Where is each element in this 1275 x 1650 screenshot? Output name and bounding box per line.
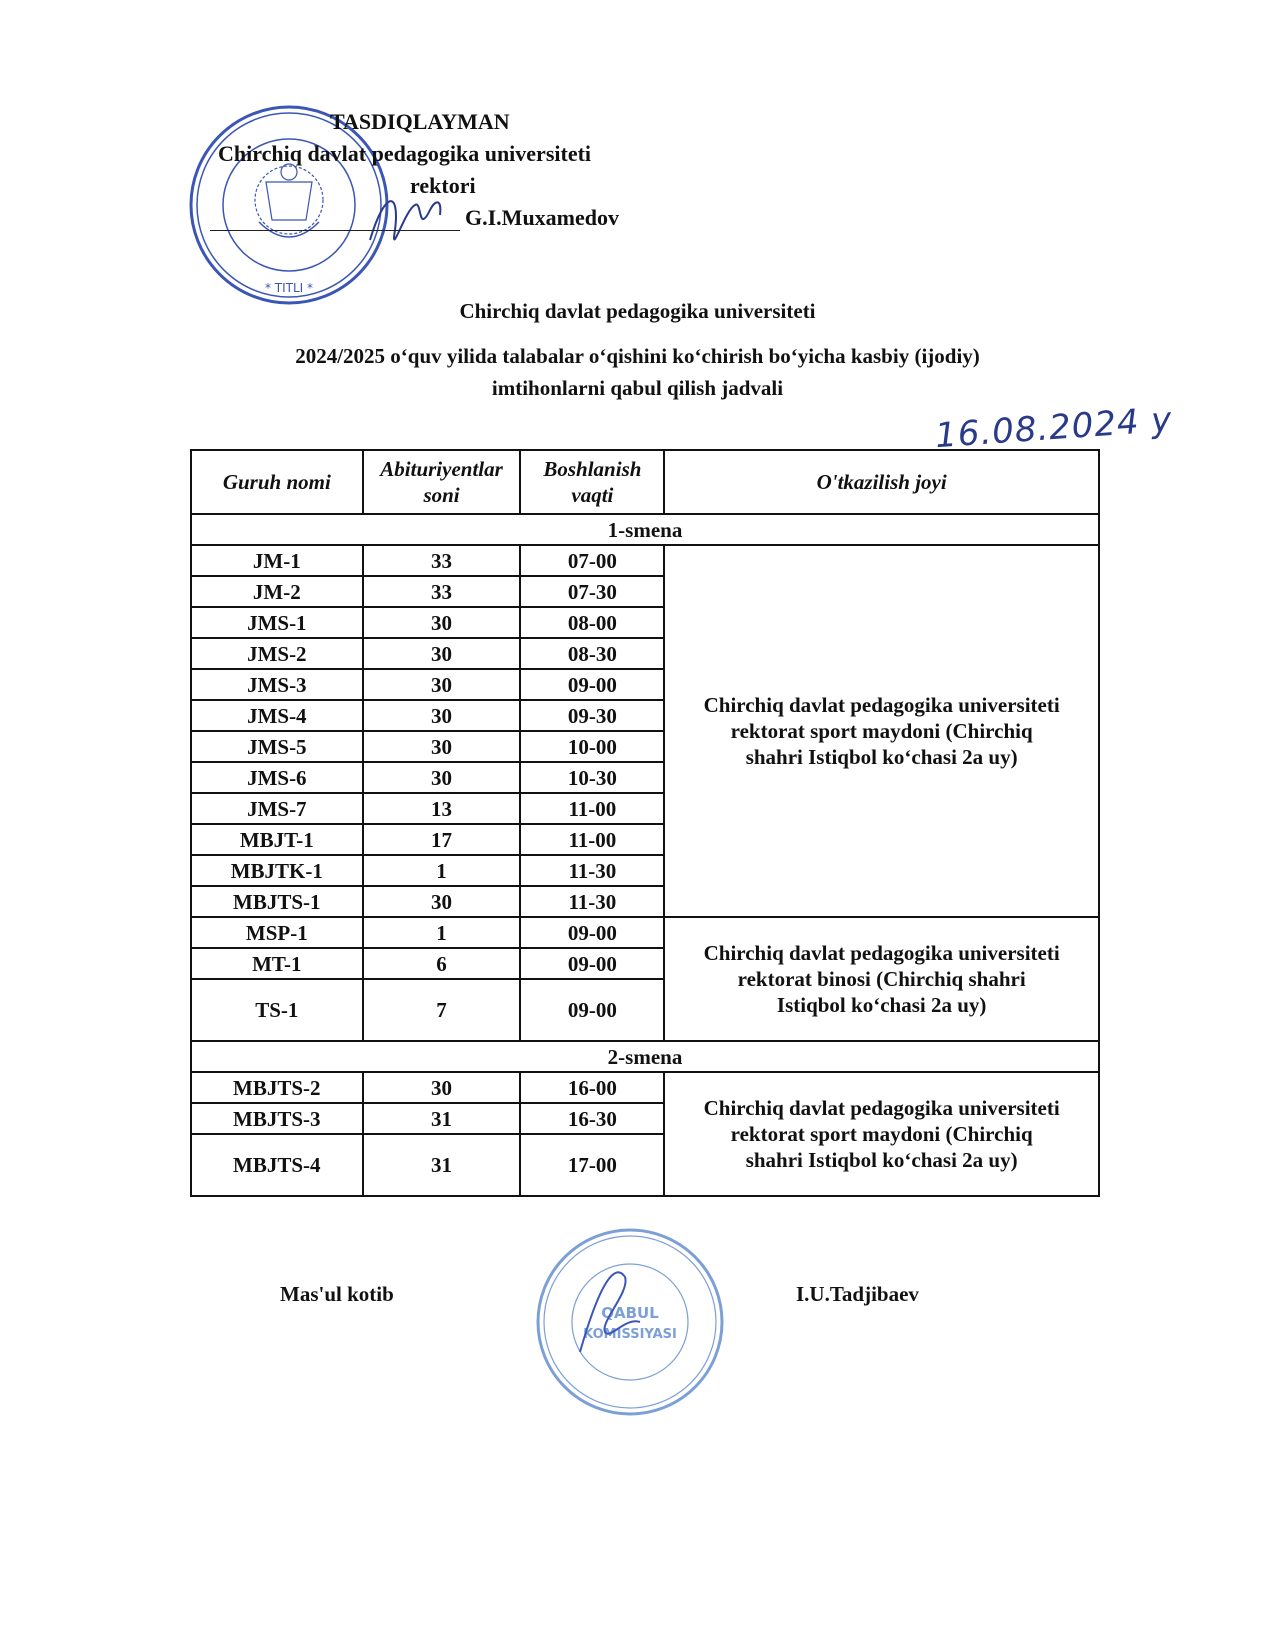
count-cell: 13 bbox=[363, 793, 521, 824]
approval-position: rektori bbox=[410, 173, 476, 198]
header-count bbox=[363, 450, 521, 514]
header-group: Guruh nomi bbox=[191, 450, 363, 514]
count-cell: 30 bbox=[363, 638, 521, 669]
time-cell: 09-00 bbox=[520, 669, 664, 700]
group-cell: JMS-3 bbox=[191, 669, 363, 700]
time-cell: 11-00 bbox=[520, 824, 664, 855]
shift-2-label: 2-smena bbox=[191, 1041, 1099, 1072]
svg-text:* TITLI *: * TITLI * bbox=[264, 281, 314, 295]
count-cell: 31 bbox=[363, 1103, 521, 1134]
place-line: shahri Istiqbol ko‘chasi 2a uy) bbox=[745, 1148, 1018, 1172]
group-cell: MBJTS-3 bbox=[191, 1103, 363, 1134]
count-cell: 31 bbox=[363, 1134, 521, 1196]
time-cell: 11-00 bbox=[520, 793, 664, 824]
approval-signer: G.I.Muxamedov bbox=[465, 205, 619, 230]
group-cell: JMS-5 bbox=[191, 731, 363, 762]
place-rectorate-building bbox=[664, 917, 1099, 1041]
place-line: Chirchiq davlat pedagogika universiteti bbox=[703, 1096, 1060, 1120]
time-cell: 10-30 bbox=[520, 762, 664, 793]
header-place: O'tkazilish joyi bbox=[664, 450, 1099, 514]
university-heading: Chirchiq davlat pedagogika universiteti bbox=[459, 299, 816, 323]
header-count-line1: Abituriyentlar bbox=[380, 457, 503, 481]
group-cell: JMS-6 bbox=[191, 762, 363, 793]
group-cell: JM-1 bbox=[191, 545, 363, 576]
time-cell: 09-00 bbox=[520, 917, 664, 948]
svg-text:KOMISSIYASI: KOMISSIYASI bbox=[583, 1327, 677, 1342]
count-cell: 30 bbox=[363, 700, 521, 731]
place-line: Chirchiq davlat pedagogika universiteti bbox=[703, 941, 1060, 965]
time-cell: 16-30 bbox=[520, 1103, 664, 1134]
group-cell: MT-1 bbox=[191, 948, 363, 979]
time-cell: 17-00 bbox=[520, 1134, 664, 1196]
time-cell: 09-00 bbox=[520, 979, 664, 1041]
place-line: Chirchiq davlat pedagogika universiteti bbox=[703, 693, 1060, 717]
time-cell: 10-00 bbox=[520, 731, 664, 762]
group-cell: JMS-7 bbox=[191, 793, 363, 824]
place-line: shahri Istiqbol ko‘chasi 2a uy) bbox=[745, 745, 1018, 769]
time-cell: 07-00 bbox=[520, 545, 664, 576]
group-cell: MSP-1 bbox=[191, 917, 363, 948]
table-header-row bbox=[191, 450, 1099, 514]
count-cell: 6 bbox=[363, 948, 521, 979]
place-line: rektorat sport maydoni (Chirchiq bbox=[730, 719, 1033, 743]
secretary-name: I.U.Tadjibaev bbox=[796, 1282, 919, 1306]
count-cell: 1 bbox=[363, 917, 521, 948]
count-cell: 7 bbox=[363, 979, 521, 1041]
group-cell: MBJTK-1 bbox=[191, 855, 363, 886]
count-cell: 30 bbox=[363, 669, 521, 700]
place-sport-field-2 bbox=[664, 1072, 1099, 1196]
header-time-line2: vaqti bbox=[571, 483, 614, 507]
group-cell: JMS-1 bbox=[191, 607, 363, 638]
table-row bbox=[191, 545, 1099, 576]
time-cell: 08-30 bbox=[520, 638, 664, 669]
group-cell: MBJT-1 bbox=[191, 824, 363, 855]
place-line: rektorat binosi (Chirchiq shahri bbox=[737, 967, 1026, 991]
count-cell: 33 bbox=[363, 576, 521, 607]
document-title-line1: 2024/2025 o‘quv yilida talabalar o‘qishini ko‘chirish bo‘yicha kasbiy (ijodiy) bbox=[295, 344, 980, 368]
count-cell: 17 bbox=[363, 824, 521, 855]
time-cell: 09-00 bbox=[520, 948, 664, 979]
time-cell: 09-30 bbox=[520, 700, 664, 731]
place-line: Istiqbol ko‘chasi 2a uy) bbox=[776, 993, 987, 1017]
group-cell: MBJTS-2 bbox=[191, 1072, 363, 1103]
handwritten-date: 16.08.2024 y bbox=[933, 399, 1174, 457]
document-title-line2: imtihonlarni qabul qilish jadvali bbox=[491, 376, 784, 400]
count-cell: 30 bbox=[363, 1072, 521, 1103]
count-cell: 30 bbox=[363, 607, 521, 638]
time-cell: 08-00 bbox=[520, 607, 664, 638]
count-cell: 1 bbox=[363, 855, 521, 886]
place-line: rektorat sport maydoni (Chirchiq bbox=[730, 1122, 1033, 1146]
group-cell: MBJTS-4 bbox=[191, 1134, 363, 1196]
table-row bbox=[191, 1072, 1099, 1103]
group-cell: JM-2 bbox=[191, 576, 363, 607]
group-cell: MBJTS-1 bbox=[191, 886, 363, 917]
table-row bbox=[191, 917, 1099, 948]
time-cell: 07-30 bbox=[520, 576, 664, 607]
header-time-line1: Boshlanish bbox=[543, 457, 642, 481]
count-cell: 33 bbox=[363, 545, 521, 576]
group-cell: JMS-2 bbox=[191, 638, 363, 669]
secretary-role: Mas'ul kotib bbox=[280, 1282, 394, 1306]
shift-1-label: 1-smena bbox=[191, 514, 1099, 545]
group-cell: JMS-4 bbox=[191, 700, 363, 731]
signature-line bbox=[210, 230, 460, 231]
time-cell: 11-30 bbox=[520, 886, 664, 917]
place-sport-field-1 bbox=[664, 545, 1099, 917]
header-count-line2: soni bbox=[423, 483, 460, 507]
svg-text:QABUL: QABUL bbox=[601, 1304, 659, 1322]
count-cell: 30 bbox=[363, 731, 521, 762]
admission-commission-stamp bbox=[530, 1222, 730, 1422]
approval-org: Chirchiq davlat pedagogika universiteti bbox=[218, 141, 592, 166]
time-cell: 11-30 bbox=[520, 855, 664, 886]
count-cell: 30 bbox=[363, 762, 521, 793]
approval-title: TASDIQLAYMAN bbox=[330, 109, 510, 134]
time-cell: 16-00 bbox=[520, 1072, 664, 1103]
header-time bbox=[520, 450, 664, 514]
count-cell: 30 bbox=[363, 886, 521, 917]
group-cell: TS-1 bbox=[191, 979, 363, 1041]
exam-schedule-table bbox=[190, 449, 1100, 1197]
